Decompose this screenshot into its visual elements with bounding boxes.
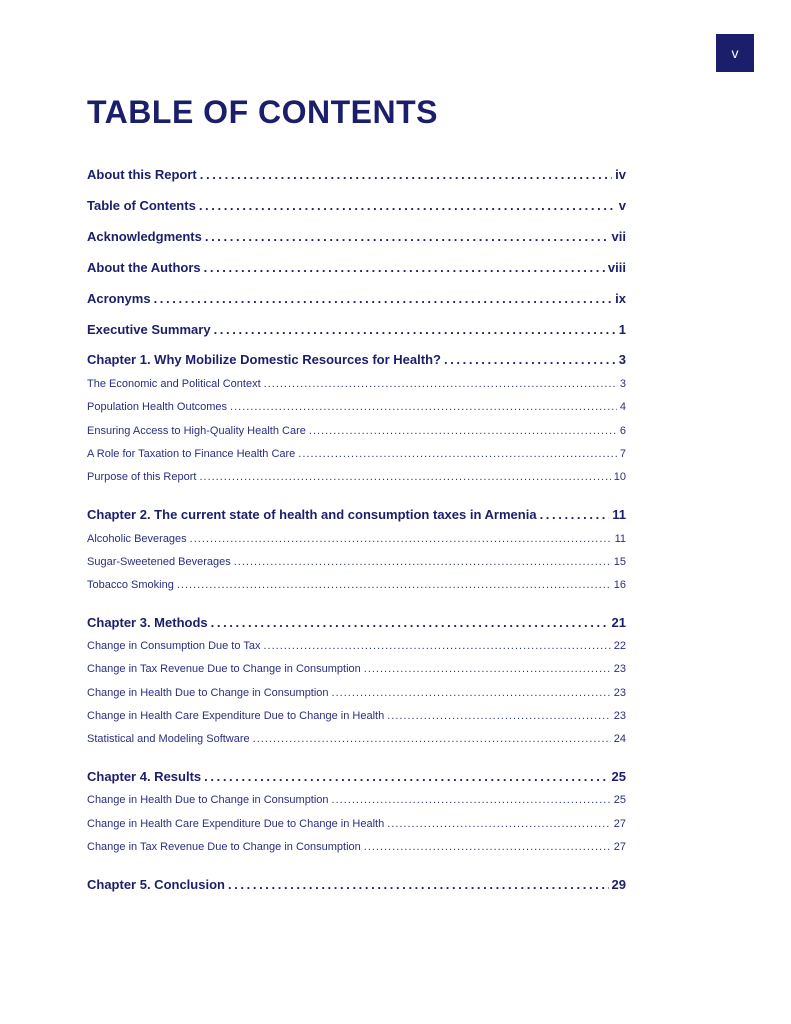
toc-entry-page: 27 [613,841,626,853]
toc-entry-label: A Role for Taxation to Finance Health Care [87,448,296,460]
toc-entry-page: 21 [611,615,626,630]
toc-entry-minor[interactable] [87,710,626,722]
toc-entry-label: Table of Contents [87,198,196,213]
toc-entry-page: 11 [612,507,626,522]
toc-entry-minor[interactable] [87,663,626,675]
toc-entry-page: 24 [613,733,626,745]
toc-entry-page: 3 [618,352,626,367]
toc-entry-page: 16 [613,579,626,591]
toc-entry-page: v [618,198,626,213]
toc-entry-label: Change in Tax Revenue Due to Change in Consumption [87,663,361,675]
toc-entry-page: 25 [613,794,626,806]
toc-entry-page: 10 [613,471,626,483]
dot-leader [234,556,611,568]
toc-entry-minor[interactable] [87,733,626,745]
toc-entry-label: Change in Consumption Due to Tax [87,640,261,652]
toc-entry-minor[interactable] [87,640,626,652]
toc-entry-minor[interactable] [87,579,626,591]
toc-entry-minor[interactable] [87,425,626,437]
toc-entry-label: Change in Health Care Expenditure Due to Change in Health [87,818,385,830]
toc-entry-label: Chapter 1. Why Mobilize Domestic Resources for Health? [87,352,441,367]
toc-entry-label: Sugar-Sweetened Beverages [87,556,231,568]
toc-entry-page: 1 [618,322,626,337]
toc-entry-label: About this Report [87,167,197,182]
toc-entry-label: Alcoholic Beverages [87,533,187,545]
toc-entry-page: 23 [613,710,626,722]
toc-entry-page: 23 [613,663,626,675]
dot-leader [214,322,616,337]
dot-leader [263,640,610,652]
dot-leader [332,794,611,806]
dot-leader [204,769,608,784]
toc-entry-label: The Economic and Political Context [87,378,261,390]
toc-entry-page: 29 [611,877,626,892]
toc-entry-minor[interactable] [87,687,626,699]
toc-entry-page: 7 [619,448,626,460]
toc-entry-minor[interactable] [87,818,626,830]
toc-entry-page: vii [611,229,626,244]
dot-leader [205,229,609,244]
toc-entry-page: ix [615,291,626,306]
toc-entry-page: 27 [613,818,626,830]
toc-entry-label: Chapter 5. Conclusion [87,877,225,892]
dot-leader [540,507,610,522]
toc-entry-label: Population Health Outcomes [87,401,228,413]
toc-entry-major[interactable] [87,322,626,337]
toc-entry-major[interactable] [87,260,626,275]
toc-entry-label: Acknowledgments [87,229,202,244]
toc-entry-minor[interactable] [87,401,626,413]
toc-entry-page: 11 [614,533,626,545]
toc-entry-label: Chapter 4. Results [87,769,202,784]
toc-entry-minor[interactable] [87,841,626,853]
toc-entry-label: Tobacco Smoking [87,579,174,591]
toc-entry-major[interactable] [87,229,626,244]
dot-leader [228,877,609,892]
toc-entry-page: 4 [619,401,626,413]
dot-leader [387,818,611,830]
dot-leader [200,167,612,182]
toc-entry-label: Change in Health Care Expenditure Due to Change in Health [87,710,385,722]
dot-leader [199,471,610,483]
toc-entry-minor[interactable] [87,378,626,390]
toc-entry-label: Change in Tax Revenue Due to Change in Consumption [87,841,361,853]
toc-entry-label: Purpose of this Report [87,471,197,483]
toc-entry-page: 23 [613,687,626,699]
toc-entry-label: Executive Summary [87,322,211,337]
toc-entry-major[interactable] [87,507,626,522]
toc-entry-label: About the Authors [87,260,201,275]
toc-entry-label: Ensuring Access to High-Quality Health Care [87,425,306,437]
toc-entry-major[interactable] [87,877,626,892]
toc-entry-page: viii [607,260,626,275]
toc-entry-minor[interactable] [87,448,626,460]
toc-entry-label: Change in Health Due to Change in Consumption [87,794,329,806]
toc-entry-label: Chapter 2. The current state of health and consumption taxes in Armenia [87,507,537,522]
dot-leader [204,260,605,275]
dot-leader [387,710,611,722]
toc-entry-page: 15 [613,556,626,568]
toc-entry-minor[interactable] [87,794,626,806]
dot-leader [364,841,611,853]
dot-leader [444,352,616,367]
dot-leader [154,291,613,306]
toc-entry-major[interactable] [87,352,626,367]
dot-leader [264,378,617,390]
toc-entry-minor[interactable] [87,471,626,483]
dot-leader [309,425,617,437]
toc-entry-page: 25 [611,769,626,784]
toc-entry-major[interactable] [87,769,626,784]
toc-entry-major[interactable] [87,615,626,630]
dot-leader [211,615,609,630]
dot-leader [190,533,612,545]
toc-entry-label: Statistical and Modeling Software [87,733,250,745]
toc-entry-minor[interactable] [87,556,626,568]
toc-entry-page: 22 [613,640,626,652]
toc-entry-page: 6 [619,425,626,437]
toc-entry-page: iv [615,167,626,182]
dot-leader [199,198,616,213]
dot-leader [253,733,611,745]
dot-leader [230,401,617,413]
toc-entry-major[interactable] [87,167,626,182]
dot-leader [177,579,611,591]
toc-entry-label: Chapter 3. Methods [87,615,208,630]
dot-leader [332,687,611,699]
dot-leader [364,663,611,675]
toc-entry-major[interactable] [87,198,626,213]
toc-entry-label: Acronyms [87,291,151,306]
toc-entry-label: Change in Health Due to Change in Consumption [87,687,329,699]
toc-entry-page: 3 [619,378,626,390]
page-title: TABLE OF CONTENTS [87,94,438,130]
dot-leader [298,448,617,460]
toc-entry-minor[interactable] [87,533,626,545]
page-number-badge: v [716,34,754,72]
toc-entry-major[interactable] [87,291,626,306]
